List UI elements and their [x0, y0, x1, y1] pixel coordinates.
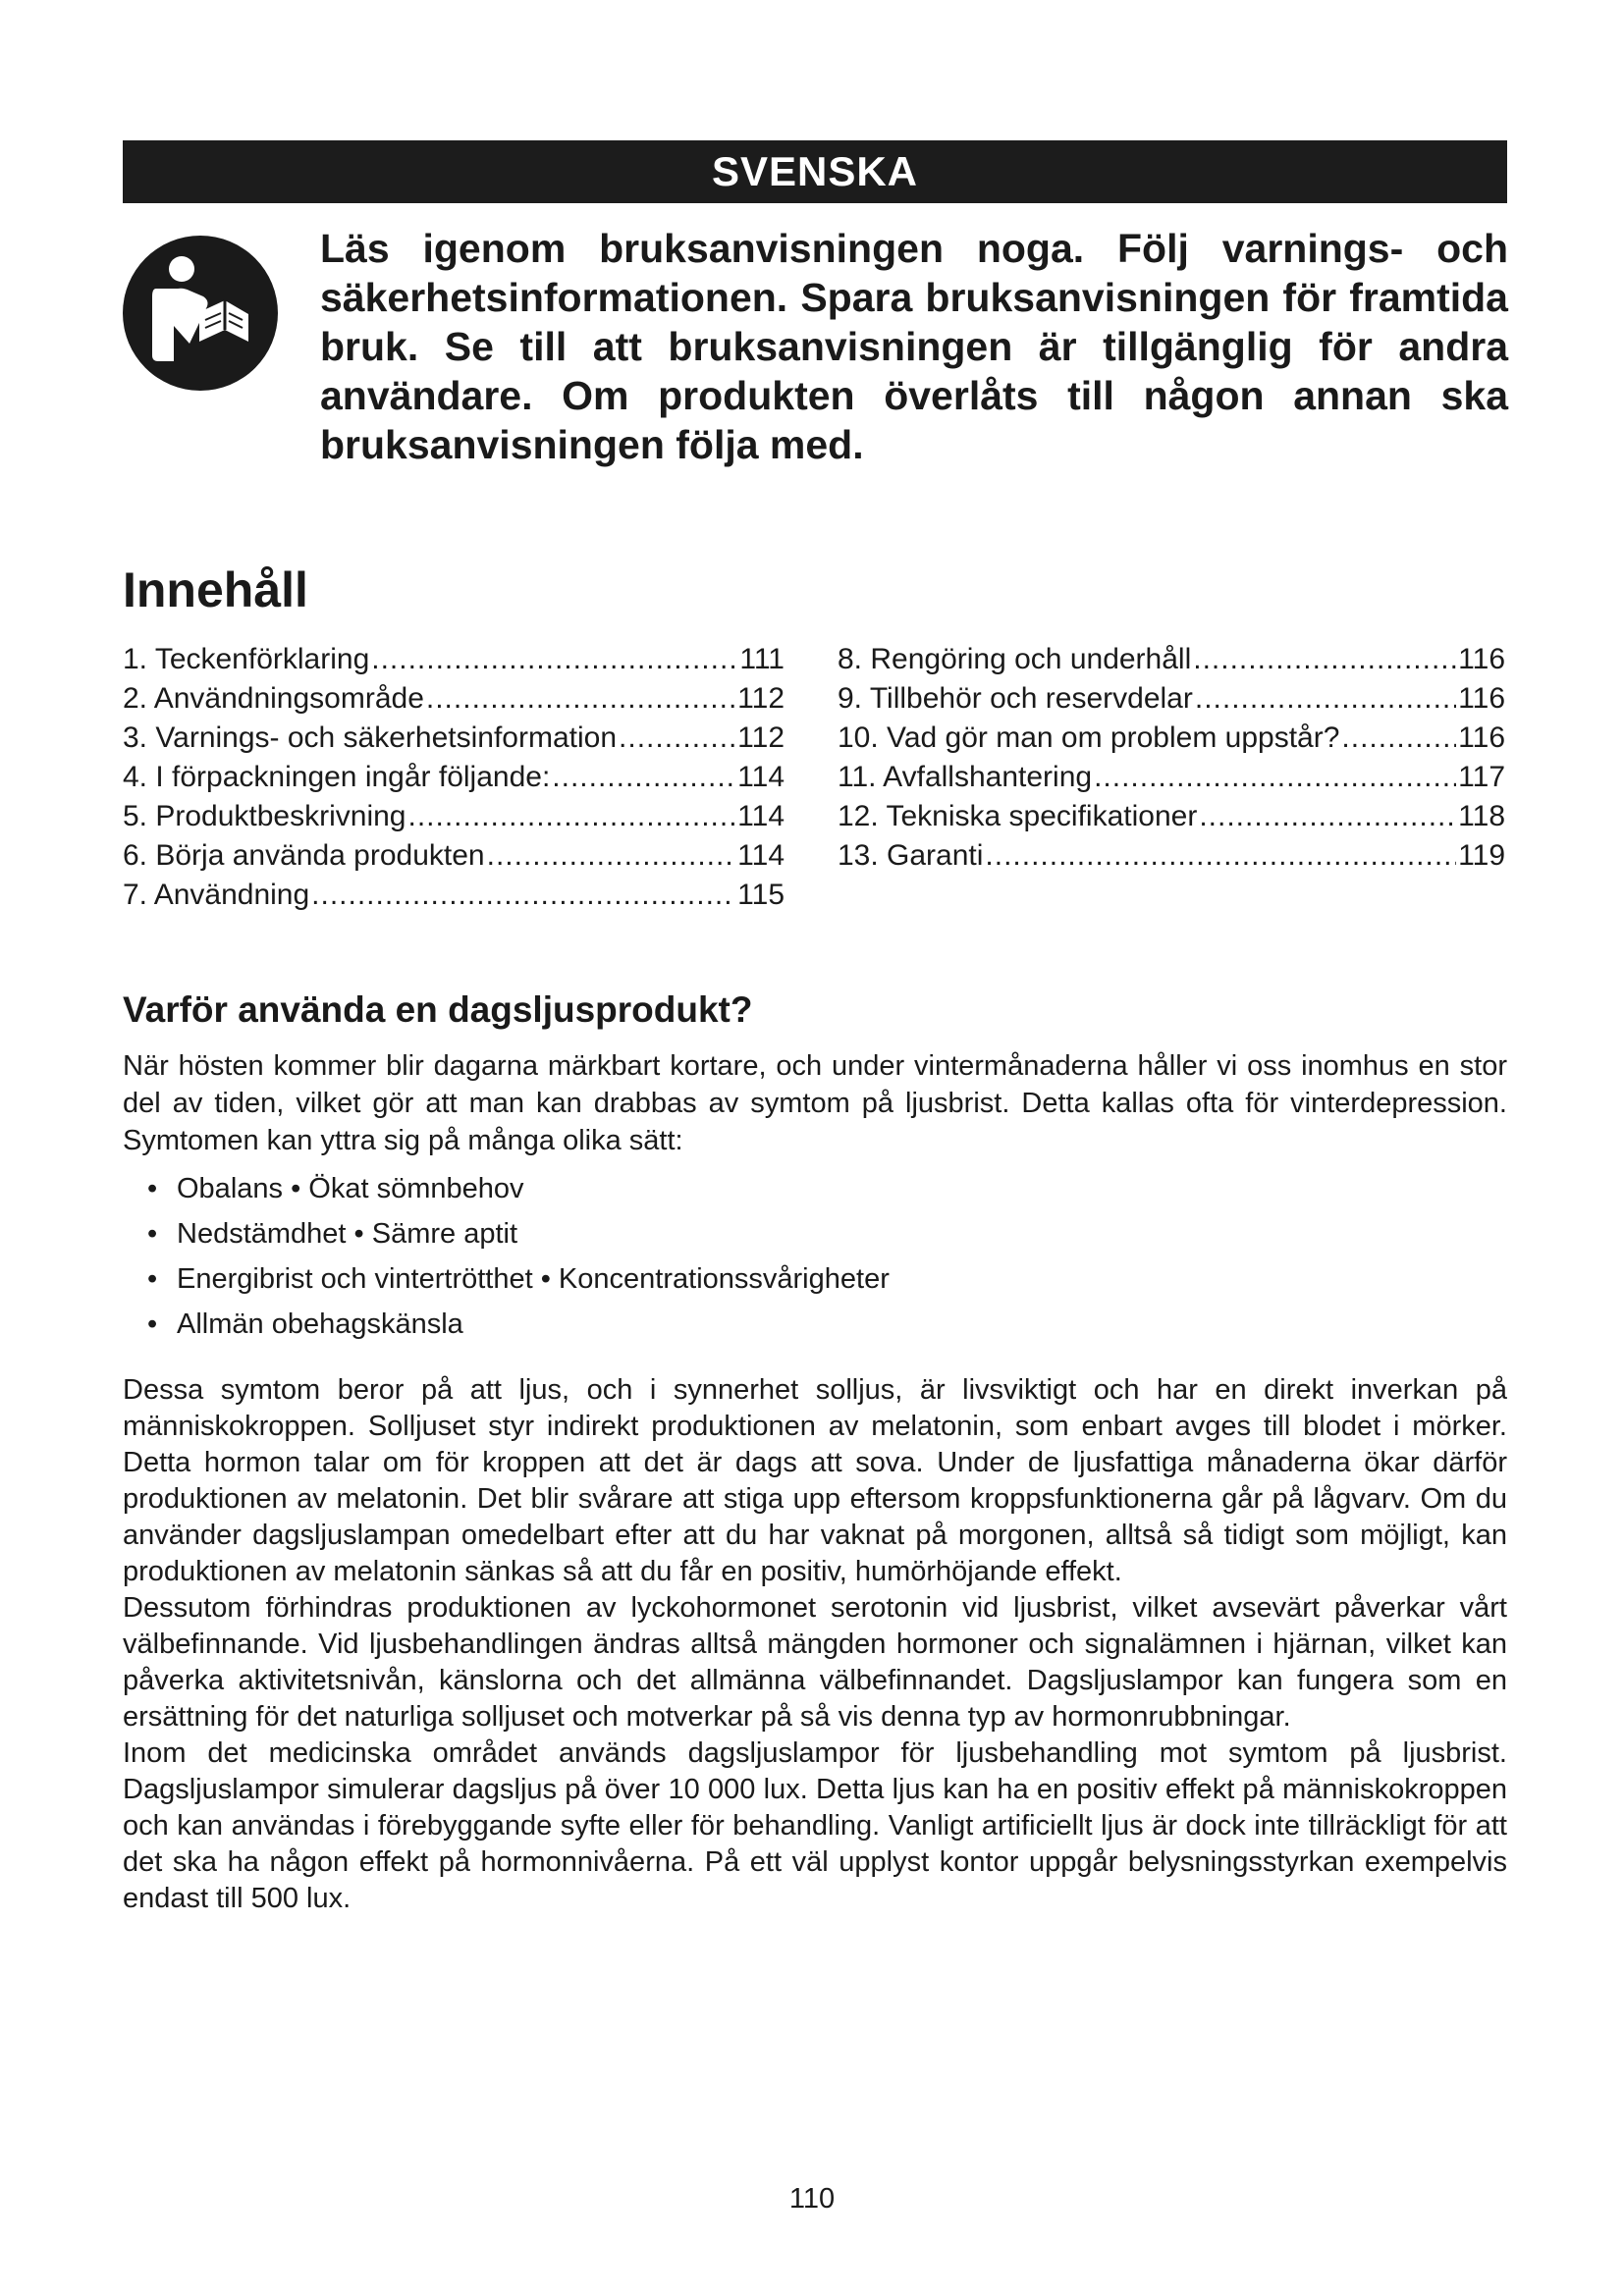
symptom-list — [147, 1166, 890, 1347]
toc-item-page: 115 — [737, 879, 785, 911]
toc-item[interactable] — [123, 836, 785, 876]
language-header — [123, 140, 1507, 203]
toc-item[interactable] — [838, 719, 1505, 758]
toc-leader-dots — [619, 719, 735, 758]
intro-warning-text: Läs igenom bruksanvisningen noga. Följ varnings- och säkerhetsinformationen. Spara bruksanvisningen för framtida bruk. Se till att bruksanvisningen är tillgänglig för andra användare. Om produkten överlåts till någon annan ska bruksanvisningen följa med. — [320, 226, 1508, 467]
toc-leader-dots — [1199, 797, 1456, 836]
toc-item[interactable] — [123, 640, 785, 679]
toc-item[interactable] — [123, 679, 785, 719]
toc-leader-dots — [985, 836, 1456, 876]
toc-item[interactable] — [123, 876, 785, 915]
toc-item-label: 7. Användning — [123, 879, 310, 911]
body-text — [123, 1372, 1507, 1917]
toc-item-page: 116 — [1458, 721, 1505, 754]
toc-item-label: 5. Produktbeskrivning — [123, 800, 406, 832]
symptom-list-item: • Allmän obehagskänsla — [147, 1302, 890, 1347]
toc-leader-dots — [311, 876, 735, 915]
symptom-list-item: • Energibrist och vintertrötthet • Koncentrationssvårigheter — [147, 1256, 890, 1302]
toc-item-page: 117 — [1458, 761, 1505, 793]
toc-item-label: 2. Användningsområde — [123, 682, 424, 715]
toc-leader-dots — [1094, 758, 1456, 797]
toc-leader-dots — [1195, 679, 1456, 719]
toc-left-column — [123, 640, 785, 915]
toc-item-page: 114 — [737, 800, 785, 832]
toc-item-page: 114 — [737, 839, 785, 872]
body-paragraph: Dessutom förhindras produktionen av lyckohormonet serotonin vid ljusbrist, vilket avsevärt påverkar vårt välbefinnande. Vid ljusbehandlingen ändras alltså mängden hormoner och signalämnen i hjärnan, vilket kan påverka aktivitetsnivån, känslorna och det allmänna välbefinnandet. Dagsljuslampor kan fungera som en ersättning för det naturliga solljuset och motverkar på så vis denna typ av hormonrubbningar. — [123, 1592, 1507, 1733]
toc-item[interactable] — [838, 836, 1505, 876]
toc-item-label: 12. Tekniska specifikationer — [838, 800, 1198, 832]
why-daylight-heading: Varför använda en dagsljusprodukt? — [123, 989, 753, 1030]
toc-item-page: 112 — [737, 721, 785, 754]
toc-item[interactable] — [123, 797, 785, 836]
toc-item-label: 11. Avfallshantering — [838, 761, 1093, 793]
toc-item-label: 1. Teckenförklaring — [123, 643, 370, 675]
why-intro-paragraph: När hösten kommer blir dagarna märkbart kortare, och under vintermånaderna håller vi oss inomhus en stor del av tiden, vilket gör att man kan drabbas av symtom på ljusbrist. Detta kallas ofta för vinterdepression. Symtomen kan yttra sig på många olika sätt: — [123, 1050, 1507, 1156]
toc-leader-dots — [1193, 640, 1456, 679]
toc-item-page: 112 — [737, 682, 785, 715]
toc-item[interactable] — [838, 797, 1505, 836]
toc-item-label: 8. Rengöring och underhåll — [838, 643, 1192, 675]
page-number: 110 — [788, 2183, 836, 2215]
toc-item[interactable] — [123, 719, 785, 758]
toc-leader-dots — [552, 758, 735, 797]
body-paragraph: Inom det medicinska området används dagsljuslampor för ljusbehandling mot symtom på ljusbrist. Dagsljuslampor simulerar dagsljus på över 10 000 lux. Detta ljus kan ha en positiv effekt på människokroppen och kan användas i förebyggande syfte eller för behandling. Vanligt artificiellt ljus är dock inte tillräckligt för att det ska ha någon effekt på hormonnivåerna. På ett väl upplyst kontor uppgår belysningsstyrkan exempelvis endast till 500 lux. — [123, 1737, 1507, 1914]
symptom-list-item: • Nedstämdhet • Sämre aptit — [147, 1211, 890, 1256]
toc-item-label: 10. Vad gör man om problem uppstår? — [838, 721, 1340, 754]
body-paragraph: Dessa symtom beror på att ljus, och i synnerhet solljus, är livsviktigt och har en direkt inverkan på människokroppen. Solljuset styr indirekt produktionen av melatonin, som enbart avges till blodet i mörker. Detta hormon talar om för kroppen att det är dags att sova. Under de ljusfattiga månaderna ökar därför produktionen av melatonin. Det blir svårare att stiga upp eftersom kroppsfunktionerna går på lågvarv. Om du använder dagsljuslampan omedelbart efter att du har vaknat på morgonen, alltså så tidigt som möjligt, kan produktionen av melatonin sänkas så att du får en positiv, humörhöjande effekt. — [123, 1374, 1507, 1587]
toc-item-page: 119 — [1458, 839, 1505, 872]
toc-item-label: 13. Garanti — [838, 839, 984, 872]
toc-item-page: 116 — [1458, 682, 1505, 715]
toc-leader-dots — [1341, 719, 1456, 758]
toc-item-page: 118 — [1458, 800, 1505, 832]
symptom-list-item: • Obalans • Ökat sömnbehov — [147, 1166, 890, 1211]
toc-item[interactable] — [123, 758, 785, 797]
toc-item-page: 116 — [1458, 643, 1505, 675]
toc-item-page: 114 — [737, 761, 785, 793]
language-label: SVENSKA — [711, 148, 919, 194]
toc-leader-dots — [487, 836, 736, 876]
toc-leader-dots — [426, 679, 735, 719]
toc-item-label: 4. I förpackningen ingår följande: — [123, 761, 551, 793]
contents-heading: Innehåll — [123, 562, 308, 617]
toc-item-label: 6. Börja använda produkten — [123, 839, 485, 872]
toc-item-label: 3. Varnings- och säkerhetsinformation — [123, 721, 618, 754]
toc-item[interactable] — [838, 679, 1505, 719]
toc-item-page: 111 — [739, 643, 785, 675]
toc-item[interactable] — [838, 640, 1505, 679]
toc-leader-dots — [408, 797, 736, 836]
toc-item[interactable] — [838, 758, 1505, 797]
toc-leader-dots — [371, 640, 737, 679]
toc-item-label: 9. Tillbehör och reservdelar — [838, 682, 1193, 715]
toc-right-column — [838, 640, 1505, 876]
read-manual-icon — [123, 236, 278, 391]
